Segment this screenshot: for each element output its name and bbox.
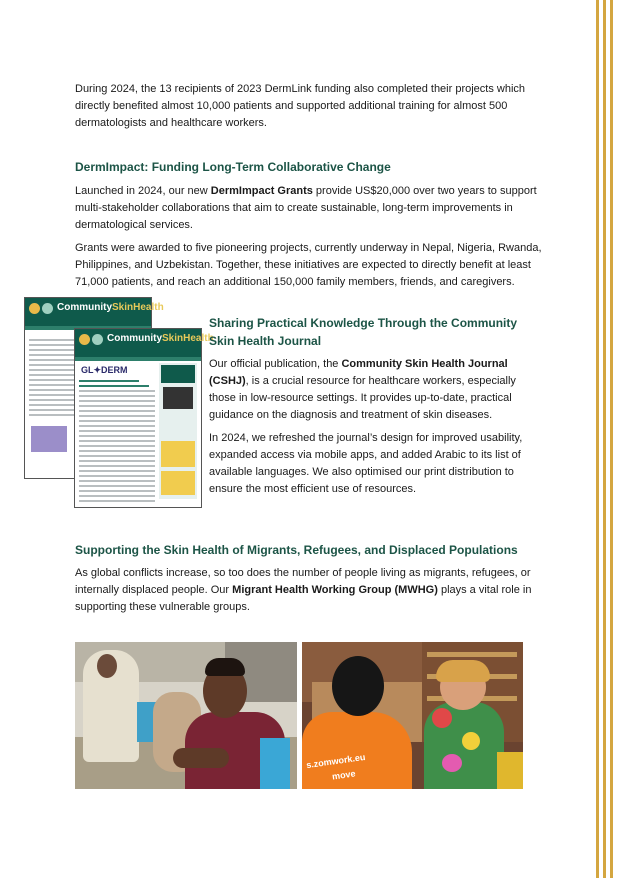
- mwhg-label: Migrant Health Working Group (MWHG): [232, 584, 438, 596]
- shirt-text-2: move: [331, 768, 357, 782]
- journal-section: [209, 314, 545, 498]
- shirt-text-1: s.zomwork.eu: [305, 751, 366, 771]
- journal-cover-front: CommunitySkinHealth GL✦DERM: [74, 328, 202, 508]
- photo-consultation: [302, 642, 523, 789]
- journal-feature-logo: GL✦DERM: [81, 365, 128, 375]
- dermimpact-section: [75, 158, 545, 291]
- dermimpact-grants-label: DermImpact Grants: [210, 185, 313, 197]
- dermimpact-paragraph-1: Launched in 2024, our new DermImpact Grants provide US$20,000 over two years to support multi-stakeholder collaborations that aim to create sustainable, long-term improvements in dermatological services.: [75, 185, 537, 231]
- journal-name-label: Community Skin Health Journal (CSHJ): [209, 358, 508, 387]
- intro-section: [75, 81, 545, 132]
- dermimpact-paragraph-2: Grants were awarded to five pioneering projects, currently underway in Nepal, Nigeria, Rwanda, Philippines, and Uzbekistan. Together, these initiatives are expected to directly benefit at least 71,000 patients, and reach an additional 150,000 family members, friends, and caregivers.: [75, 242, 542, 288]
- journal-paragraph-2: In 2024, we refreshed the journal’s design for improved usability, expanded access via mobile apps, and added Arabic to its list of available languages. We also optimised our print distribution to ensure the most efficient use of resources.: [209, 432, 523, 495]
- journal-paragraph-1: Our official publication, the Community Skin Health Journal (CSHJ), is a crucial resource for healthcare workers, especially those in low-resource settings. It provides up-to-date, practical guidance on the diagnosis and treatment of skin diseases.: [209, 358, 516, 421]
- journal-cover-back: CommunitySkinHealth: [24, 297, 152, 479]
- photo-community-group: [75, 642, 297, 789]
- migrants-section: [75, 541, 545, 616]
- migrants-heading: Supporting the Skin Health of Migrants, Refugees, and Displaced Populations: [75, 543, 518, 557]
- journal-heading: Sharing Practical Knowledge Through the Community Skin Health Journal: [209, 316, 518, 348]
- migrants-paragraph: As global conflicts increase, so too does the number of people living as migrants, refugees, or internally displaced people. Our Migrant Health Working Group (MWHG) plays a vital role in supporting these vulnerable groups.: [75, 567, 532, 613]
- dermimpact-heading: DermImpact: Funding Long-Term Collaborative Change: [75, 160, 391, 174]
- intro-paragraph: During 2024, the 13 recipients of 2023 DermLink funding also completed their projects which directly benefited almost 10,000 patients and supported additional training for almost 500 dermatologists and healthcare workers.: [75, 83, 526, 129]
- page-edge-stripes: [596, 0, 618, 878]
